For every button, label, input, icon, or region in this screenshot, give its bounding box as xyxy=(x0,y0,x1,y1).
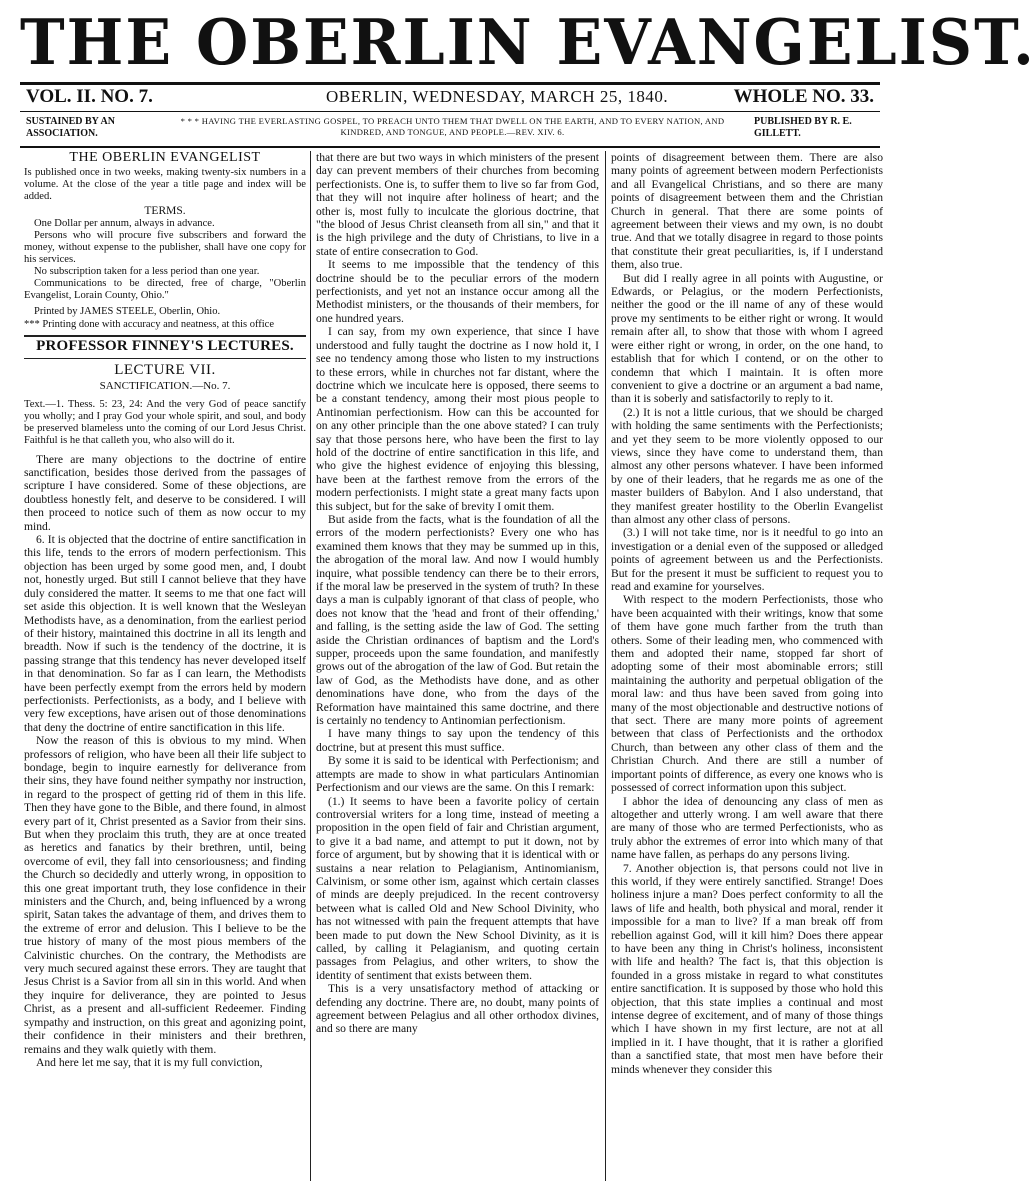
paragraph: (3.) I will not take time, nor is it needful to go into an investigation or a denial even of the supposed or alledged points of agreement between us and the Perfectionists. But for the present it must be sufficient to request you to read and examine for yourselves. xyxy=(611,526,883,593)
column-divider xyxy=(310,151,311,1181)
paragraph: This is a very unsatisfactory method of attacking or defending any doctrine. There are, no doubt, many points of agreement between Pelagius and all other orthodox divines, and so there are many xyxy=(316,982,599,1036)
paragraph: 6. It is objected that the doctrine of entire sanctification in this life, tends to the errors of modern perfectionism. This objection has been urged by some good men, and, I doubt not, honestly urged. But still I cannot believe that they have duly considered the matter. It seems to me that one fact will set aside this objection. It is well known that the Wesleyan Methodists have, as a denomination, from the earliest period of their history, maintained this doctrine in all its length and breadth. Now if such is the tendency of the doctrine, it is passing strange that this tendency has never developed itself in that denomination. So far as I can learn, the Methodists have been perfectly exempt from the errors held by modern perfectionists. Perfectionists, as a body, and I believe with very few exceptions, have arisen out of those denominations that deny the doctrine of entire sanctification in this life. xyxy=(24,533,306,734)
paragraph: I abhor the idea of denouncing any class of men as altogether and utterly wrong. I am well aware that there are many of those who are termed Perfectionists, who as truly abhor the extremes of error into which many of that name have fallen, as perhaps do any persons living. xyxy=(611,794,883,862)
prospectus-intro: Is published once in two weeks, making twenty-six numbers in a volume. At the close of the year a title page and index will be added. xyxy=(24,167,306,203)
lecture-subject: SANCTIFICATION.—No. 7. xyxy=(99,380,231,393)
prospectus xyxy=(24,167,306,302)
terms-line: Communications to be directed, free of charge, "Oberlin Evangelist, Lorain County, Ohio." xyxy=(24,278,306,302)
terms-heading: TERMS. xyxy=(144,205,186,218)
paragraph: I have many things to say upon the tendency of this doctrine, but at present this must suffice. xyxy=(316,727,599,754)
published-by: PUBLISHED BY R. E. GILLETT. xyxy=(754,116,852,139)
paragraph: There are many objections to the doctrine of entire sanctification, besides those derived from the passages of scripture I have considered. Some of these objections, are doubtless honestly felt, and deserve to be considered. I will then proceed to notice such of them as now occur to my mind. xyxy=(24,452,306,533)
column-2 xyxy=(316,151,599,1181)
prospectus-title: THE OBERLIN EVANGELIST xyxy=(69,150,261,165)
terms-line: Persons who will procure five subscribers and forward the money, without expense to the publisher, shall have one copy for his services. xyxy=(24,230,306,266)
printing-note: *** Printing done with accuracy and neatness, at this office xyxy=(24,319,274,331)
paragraph: With respect to the modern Perfectionists, those who have been acquainted with their writings, know that some of them have gone much farther from the truth than others. Some of their leading men, who commenced with them and adopted their name, stopped far short of adopting some of their most abominable errors; still maintaining the authority and perpetual obligation of the moral law: and thus have been saved from going into many of the most objectionable and destructive notions of that sect. There are many more points of agreement between that class of Perfectionists and the orthodox Church, than between any other class of them and the Christian Church. And there are still a number of important points of difference, as every one knows who is possessed of correct information upon this subject. xyxy=(611,593,883,795)
paragraph: (1.) It seems to have been a favorite policy of certain controversial writers for a long time, instead of meeting a proposition in the open field of fair and Christian argument, to give it a bad name, and attempt to put it down, not by force of argument, but by showing that it is identical with or sustains a near relation to Pelagianism, Antinomianism, Calvinism, or some other ism, against which certain classes of minds are deeply prejudiced. In the recent controversy between what is called Old and New School Divinity, who has not witnessed with pain the frequent attempts that have been made to put down the New School Divinity, as it is called, by calling it Pelagianism, and quoting certain passages from Pelagius, and other writers, to show the identity of sentiment that exists between them. xyxy=(316,794,599,982)
paragraph: I can say, from my own experience, that since I have understood and fully taught the doctrine as I now hold it, I see no tendency among those who listen to my instructions to these errors, while in churches not far distant, where the doctrine which we inculcate here is opposed, there seems to be a constant tendency, among their most pious people to Antinomian perfectionism. How can this be accounted for on any other principle than the one above stated? I can truly say that those persons here, who have been the first to lay hold of the doctrine of entire sanctification in this life, and who give the highest evidence of enjoying this blessing, have been at the farthest remove from the errors of the modern perfectionists. I might state a great many facts upon this subject, but for the sake of brevity I omit them. xyxy=(316,325,599,513)
volume-number: VOL. II. NO. 7. xyxy=(26,86,153,107)
paragraph: But aside from the facts, what is the foundation of all the errors of the modern perfectionists? Every one who has examined them knows that they may be summed up in this, the abrogation of the moral law. And now I would humbly inquire, what possible tendency can there be to their errors, if the moral law be preserved in the system of truth? In these days a man is culpably ignorant of that class of people, who does not know that the 'head and front of their offending,' and falling, is the setting aside the law of God. The setting aside the Christian ordinances of baptism and the Lord's supper, proceeds upon the same foundation, and manifestly grows out of the abrogation of the law of God. But retain the law of God, as the Methodists have done, and as other denominations have done, who from the days of the Reformation have maintained this same doctrine, and there is certainly no tendency to Antinomian perfectionism. xyxy=(316,512,599,728)
whole-number: WHOLE NO. 33. xyxy=(733,86,874,107)
paragraph: By some it is said to be identical with Perfectionism; and attempts are made to show in what particulars Antinomian Perfectionism and our views are the same. On this I remark: xyxy=(316,754,599,795)
section-rule xyxy=(24,335,306,337)
paragraph: Now the reason of this is obvious to my mind. When professors of religion, who have been all their life subject to bondage, begin to inquire earnestly for deliverance from their sins, they have found neither sympathy nor instruction, in regard to the prospect of getting rid of them in this life. Then they have gone to the Bible, and there found, in almost every part of it, Christ presented as a Savior from their sins. But when they proclaim this truth, they are at once treated as heretics and fanatics by their brethren, until, being overcome of evil, they fall into censoriousness; and finding the Church so decidedly and utterly wrong, in opposition to this one great important truth, they lose confidence in their ministers and the Church, and, being influenced by a wrong spirit, Satan takes the advantage of them, and drives them to the extreme of error and delusion. This I believe to be the true history of many of the most pious members of the Calvinistic churches. On the contrary, the Methodists are very much secured against these errors. They are taught that Jesus Christ is a Savior from all sin in this world. And when they inquire for deliverance, they are pointed to Jesus Christ, as a present and all-sufficient Redeemer. Finding sympathy and instruction, on this great and agonizing point, their confidence in their ministers and their brethren, remains and they walk quietly with them. xyxy=(24,734,306,1056)
lecture-number: LECTURE VII. xyxy=(114,361,216,378)
paragraph: And here let me say, that it is my full conviction, xyxy=(36,1055,263,1069)
masthead-title: THE OBERLIN EVANGELIST. xyxy=(20,6,1036,80)
dateline-rule xyxy=(20,111,880,112)
paragraph: It seems to me impossible that the tendency of this doctrine should be to the peculiar errors of the modern perfectionists, and yet not an instance occur among all the Methodist ministers, or the thousands of their members, for one hundred years. xyxy=(316,258,599,325)
paragraph: that there are but two ways in which ministers of the present day can prevent members of their churches from becoming perfectionists. One is, to suffer them to live so far from God, that they will not inquire after holiness of heart; and the other is, most fully to inculcate the glorious doctrine, that "the blood of Jesus Christ cleanseth from all sin," and that it is the high privilege and the duty of Christians, to live in a state of entire consecration to God. xyxy=(316,151,599,258)
terms-line: No subscription taken for a less period than one year. xyxy=(34,266,260,278)
paragraph: (2.) It is not a little curious, that we should be charged with holding the same sentiments with the Perfectionists; and yet they seem to be more violently opposed to our views, since they have come to understand them, than almost any other persons whatever. I have been informed by one of their leaders, that he regards me as one of the master builders of Babylon. And I also understand, that they manifest greater hostility to the Oberlin Evangelist than almost any other class of persons. xyxy=(611,405,883,526)
scripture-text xyxy=(24,399,306,447)
column-3 xyxy=(611,151,883,1181)
printer-line: Printed by JAMES STEELE, Oberlin, Ohio. xyxy=(34,306,221,318)
paragraph: points of disagreement between them. There are also many points of agreement between modern Perfectionists and all Evangelical Christians, and so there are many points of disagreement between them and the Christian Church in general. That there are some points of agreement between their views and my own, is no doubt true. And that we totally disagree in regard to those points that constitute their great peculiarities, is, if I understand them, also true. xyxy=(611,151,883,272)
lectures-heading: PROFESSOR FINNEY'S LECTURES. xyxy=(36,338,294,355)
sustained-by: SUSTAINED BY AN ASSOCIATION. xyxy=(26,116,115,139)
place-date: OBERLIN, WEDNESDAY, MARCH 25, 1840. xyxy=(326,87,669,106)
motto: * * * HAVING THE EVERLASTING GOSPEL, TO PREACH UNTO THEM THAT DWELL ON THE EARTH, AND TO EVERY NATION, AND KINDRED, AND TONGUE, AND PEOPLE.—REV. XIV. 6. xyxy=(180,116,725,137)
masthead-rule xyxy=(20,82,880,85)
dateline xyxy=(26,86,874,108)
scripture-reference: Text.—1. Thess. 5: 23, 24: And the very God of peace sanctify you wholly; and I pray God your whole spirit, and soul, and body be preserved blameless unto the coming of our Lord Jesus Christ. Faithful is he that calleth you, who also will do it. xyxy=(24,398,306,446)
paragraph: But did I really agree in all points with Augustine, or Edwards, or Pelagius, or the modern Perfectionists, neither the good or the ill name of any of these would prove my sentiments to be either right or wrong. It would remain after all, to show that those with whom I agreed were either right or wrong, in order, on the one hand, to establish that for which I contend, or on the other to condemn that which I maintain. It is often more convenient to give a doctrine or an argument a bad name, than it is soberly and satisfactorily to reply to it. xyxy=(611,271,883,406)
column-divider xyxy=(605,151,606,1181)
section-rule xyxy=(24,358,306,359)
subhead-rule xyxy=(20,146,880,148)
terms-line: One Dollar per annum, always in advance. xyxy=(34,218,215,230)
column-1 xyxy=(24,151,306,1181)
paragraph: 7. Another objection is, that persons could not live in this world, if they were entirely sanctified. Strange! Does holiness injure a man? Does perfect conformity to all the laws of life and health, both physical and moral, render it impossible for a man to live? If a man break off from rebellion against God, will it kill him? Does there appear to have been any thing in Christ's holiness, inconsistent with life and health? The fact is, that this objection is founded in a gross mistake in regard to what constitutes entire sanctification. It is supposed by those who hold this objection, that this state implies a continual and most intense degree of excitement, and of many of those things which I have shown in my first lecture, are not at all implied in it. I have thought, that it is rather a glorified than a sanctified state, that most men have before their minds whenever they consider this xyxy=(611,861,883,1076)
